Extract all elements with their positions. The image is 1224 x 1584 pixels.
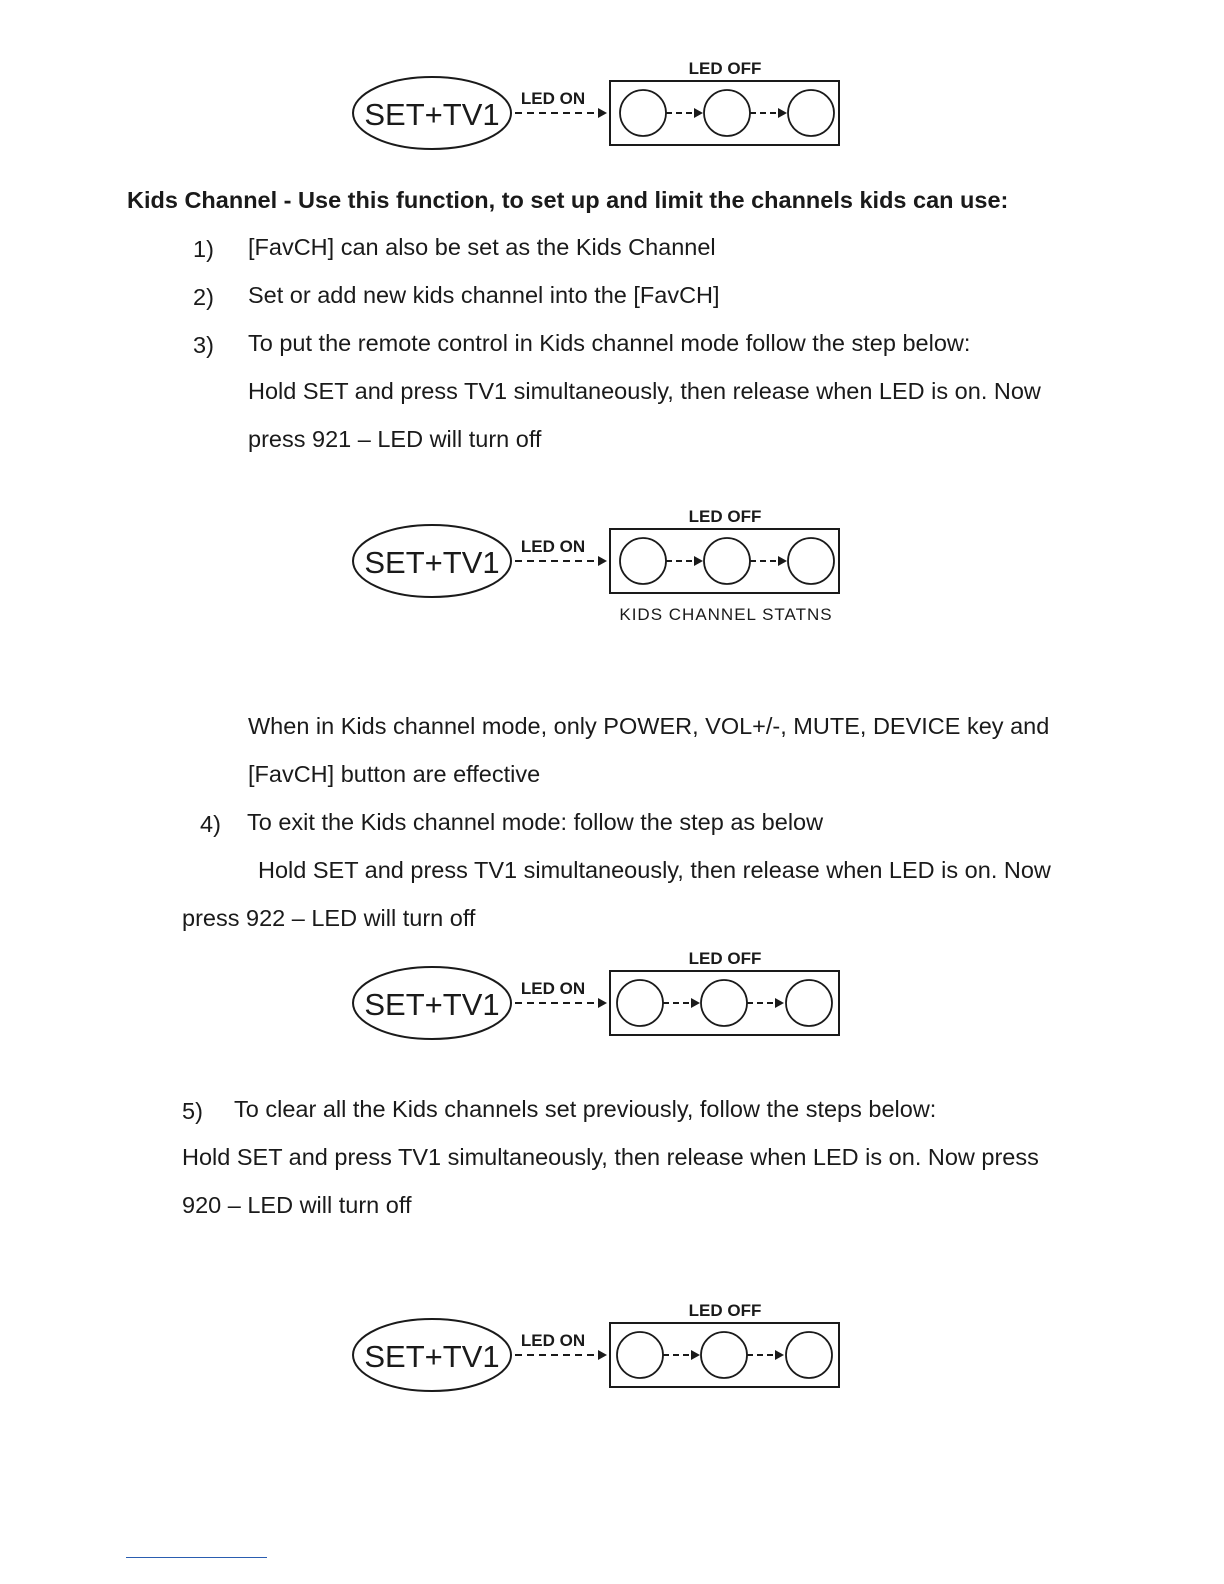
led-diagram-1: [350, 55, 850, 205]
led-circle-1: [620, 538, 666, 584]
led-arrow-2: [778, 108, 787, 118]
led-off-label: LED OFF: [688, 507, 762, 526]
step4-instruction-line1: Hold SET and press TV1 simultaneously, then release when LED is on. Now: [258, 857, 1051, 883]
led-off-label: LED OFF: [688, 59, 762, 78]
led-arrow-2: [775, 1350, 784, 1360]
led-circle-1: [620, 90, 666, 136]
step-number: 1): [193, 236, 214, 262]
led-circle-1: [617, 1332, 663, 1378]
step-text: [FavCH] can also be set as the Kids Channel: [248, 234, 716, 260]
led-circle-3: [786, 980, 832, 1026]
led-arrow-1: [691, 998, 700, 1008]
led-arrow-2: [778, 556, 787, 566]
step-number: 2): [193, 284, 214, 310]
led-circle-2: [701, 980, 747, 1026]
step3-instruction-line2: press 921 – LED will turn off: [248, 426, 542, 452]
set-tv1-label: SET+TV1: [364, 987, 500, 1022]
arrowhead: [598, 998, 607, 1008]
led-diagram-2-graphic: [350, 503, 850, 628]
set-tv1-label: SET+TV1: [364, 1339, 500, 1374]
led-circle-3: [786, 1332, 832, 1378]
kids-channel-heading: Kids Channel - Use this function, to set up and limit the channels kids can use:: [127, 187, 1009, 213]
led-circle-1: [617, 980, 663, 1026]
led-arrow-1: [691, 1350, 700, 1360]
led-diagram-4-graphic: [350, 1297, 850, 1397]
step-text: To clear all the Kids channels set previously, follow the steps below:: [234, 1096, 937, 1122]
kids-channel-caption: KIDS CHANNEL STATNS: [619, 605, 833, 624]
led-arrow-1: [694, 556, 703, 566]
led-off-label: LED OFF: [688, 949, 762, 968]
led-diagram-3: [350, 945, 850, 1095]
step5-instruction-line1: Hold SET and press TV1 simultaneously, then release when LED is on. Now press: [182, 1144, 1039, 1170]
step4-instruction-line2: press 922 – LED will turn off: [182, 905, 476, 931]
set-tv1-label: SET+TV1: [364, 545, 500, 580]
led-circle-2: [704, 538, 750, 584]
led-diagram-3-graphic: [350, 945, 850, 1045]
step-number: 5): [182, 1098, 203, 1124]
led-diagram-4: [350, 1297, 850, 1447]
arrowhead: [598, 1350, 607, 1360]
led-circle-2: [701, 1332, 747, 1378]
led-arrow-2: [775, 998, 784, 1008]
led-on-label: LED ON: [520, 979, 586, 998]
led-diagram-2: [350, 503, 850, 653]
step-number: 3): [193, 332, 214, 358]
led-circle-2: [704, 90, 750, 136]
mode-note-line1: When in Kids channel mode, only POWER, VOL+/-, MUTE, DEVICE key and: [248, 713, 1050, 739]
step5-instruction-line2: 920 – LED will turn off: [182, 1192, 412, 1218]
step-text: Set or add new kids channel into the [FavCH]: [248, 282, 720, 308]
led-arrow-1: [694, 108, 703, 118]
led-circle-3: [788, 90, 834, 136]
led-on-label: LED ON: [520, 89, 586, 108]
step-text: To put the remote control in Kids channel mode follow the step below:: [248, 330, 971, 356]
footer-rule: [126, 1557, 267, 1558]
led-on-label: LED ON: [520, 537, 586, 556]
led-circle-3: [788, 538, 834, 584]
step-text: To exit the Kids channel mode: follow the step as below: [247, 809, 824, 835]
led-diagram-1-graphic: [350, 55, 850, 155]
arrowhead: [598, 556, 607, 566]
mode-note-line2: [FavCH] button are effective: [248, 761, 541, 787]
arrowhead: [598, 108, 607, 118]
led-off-label: LED OFF: [688, 1301, 762, 1320]
set-tv1-label: SET+TV1: [364, 97, 500, 132]
led-on-label: LED ON: [520, 1331, 586, 1350]
step-number: 4): [200, 811, 221, 837]
step3-instruction-line1: Hold SET and press TV1 simultaneously, then release when LED is on. Now: [248, 378, 1041, 404]
